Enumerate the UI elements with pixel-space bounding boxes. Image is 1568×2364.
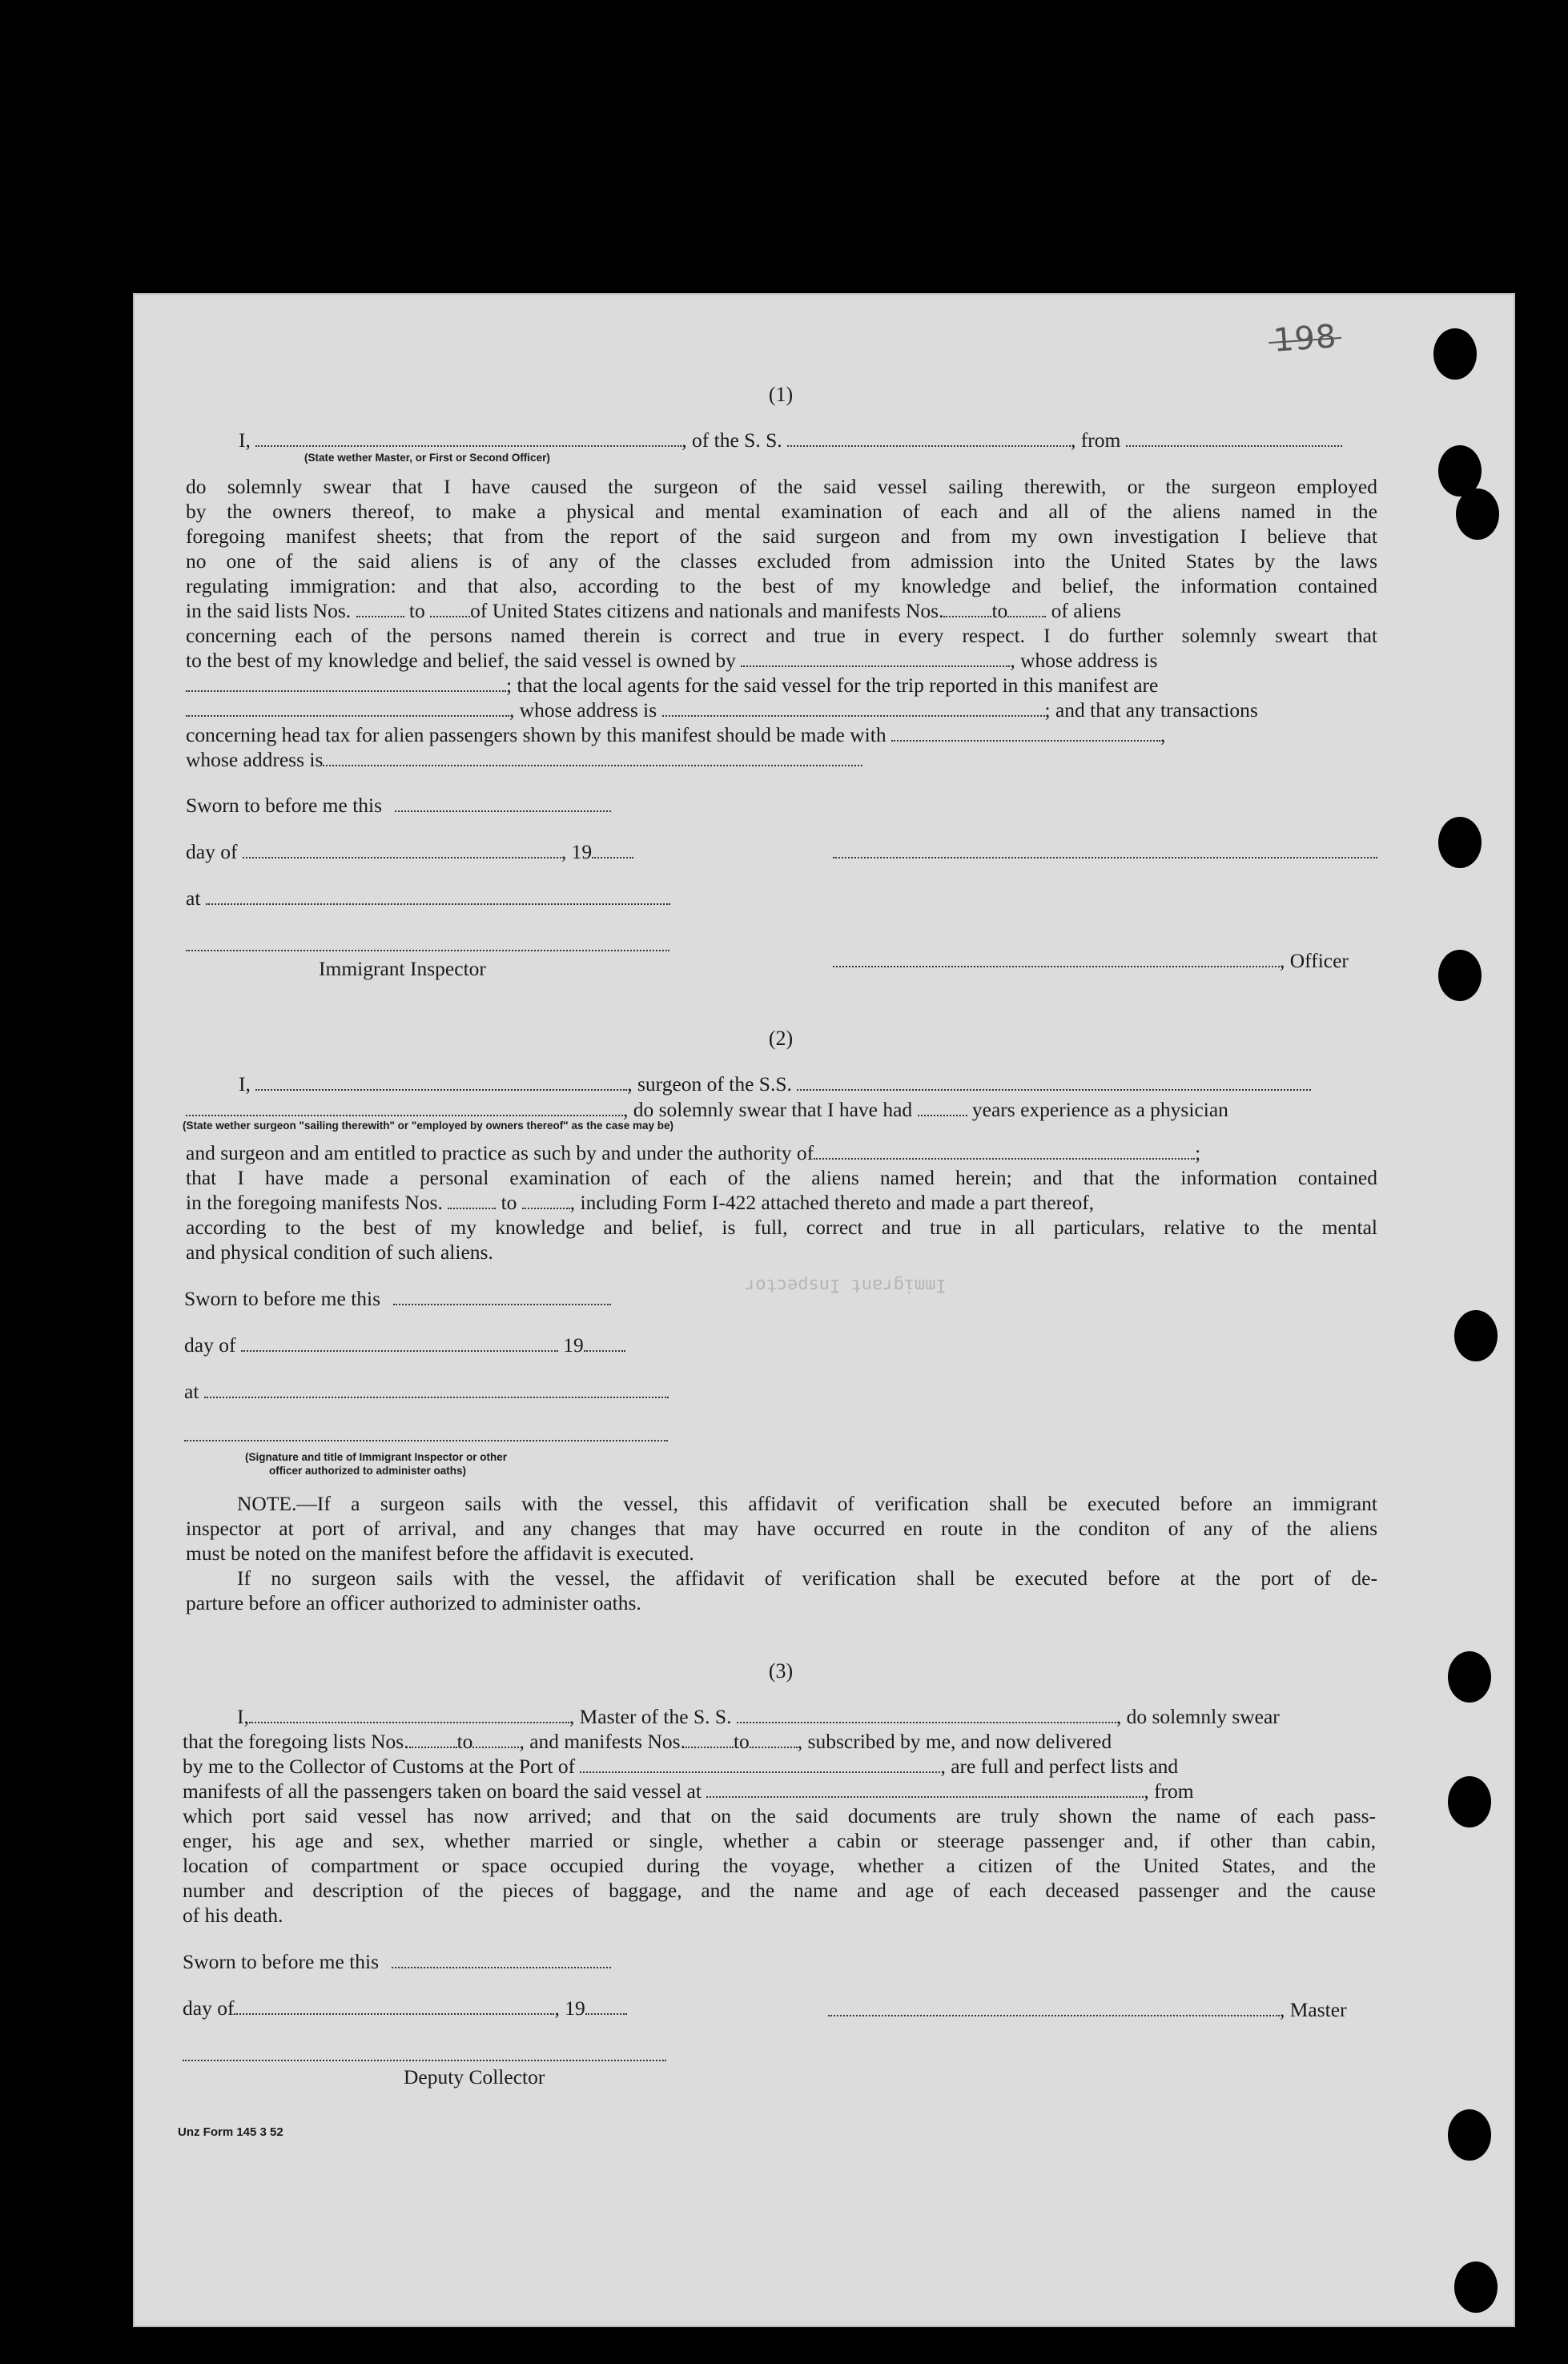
manifests-to-field-3[interactable] xyxy=(750,1731,798,1748)
text: to xyxy=(501,1191,517,1214)
text: , Master xyxy=(1280,1998,1347,2021)
s3-l2 xyxy=(183,1729,1112,1754)
lists-to-field[interactable] xyxy=(430,600,470,617)
s3-l5: which port said vessel has now arrived; and that on the said documents are truly shown the name of each pass- xyxy=(183,1804,1376,1827)
agents-address-field[interactable] xyxy=(662,699,1045,717)
s3-l3 xyxy=(183,1754,1178,1779)
owner-address-field[interactable] xyxy=(186,674,506,692)
s2-l2 xyxy=(186,1097,1228,1122)
s1-p2: by the owners thereof, to make a physical and mental examination of each and all of the aliens named in the xyxy=(186,500,1377,523)
text: of aliens xyxy=(1051,599,1121,622)
text: Sworn to before me this xyxy=(186,794,383,817)
s2-note1: NOTE.—If a surgeon sails with the vessel, this affidavit of verification shall be executed before an immigrant xyxy=(237,1492,1377,1515)
text: day of xyxy=(183,1996,235,2020)
text: to xyxy=(408,599,425,622)
section1-line1 xyxy=(239,428,1342,452)
s1-p7: concerning each of the persons named therein is correct and true in every respect. I do further solemnly sweart that xyxy=(186,624,1377,647)
text: years experience as a physician xyxy=(971,1098,1228,1121)
s1-p5: regulating immigration: and that also, according to the best of my knowledge and belief, the information contained xyxy=(186,574,1377,597)
text: , and manifests Nos. xyxy=(519,1730,685,1753)
signature-field-2[interactable] xyxy=(184,1424,668,1441)
text: , surgeon of the S.S. xyxy=(627,1072,792,1096)
text: to xyxy=(991,599,1008,622)
s2-at xyxy=(184,1379,669,1404)
s1-sworn xyxy=(186,793,611,818)
s1-p10 xyxy=(186,698,1258,722)
punch-hole xyxy=(1448,2109,1491,2161)
agents-field[interactable] xyxy=(186,699,509,717)
s3-l1 xyxy=(237,1704,1280,1729)
s3-l4 xyxy=(183,1779,1194,1803)
text: ; that the local agents for the said vessel for the trip reported in this manifest are xyxy=(506,673,1159,697)
s1-p1: do solemnly swear that I have caused the surgeon of the said vessel sailing therewith, or the surgeon employed xyxy=(186,475,1377,498)
section1-number: (1) xyxy=(768,383,794,406)
years-field[interactable] xyxy=(918,1099,967,1116)
s3-l7: location of compartment or space occupied during the voyage, whether a citizen of the United States, and the xyxy=(183,1854,1376,1877)
owner-field[interactable] xyxy=(741,649,1010,667)
text: I, xyxy=(239,428,251,452)
text: at xyxy=(184,1380,199,1403)
authority-field[interactable] xyxy=(814,1142,1195,1160)
punch-hole xyxy=(1454,1310,1498,1361)
text: to xyxy=(733,1730,750,1753)
officer-signature-field[interactable] xyxy=(833,841,1377,858)
text: ; xyxy=(1195,1141,1201,1164)
master-vessel-field[interactable] xyxy=(737,1706,1116,1723)
text: , 19 xyxy=(554,1996,585,2020)
s3-l9: of his death. xyxy=(183,1904,283,1927)
sig-note-1: (Signature and title of Immigrant Inspector or other xyxy=(245,1451,508,1463)
punch-hole xyxy=(1454,2261,1498,2313)
s2-l4: that I have made a personal examination of each of the aliens named herein; and that the information contained xyxy=(186,1166,1377,1189)
text: Sworn to before me this xyxy=(183,1950,380,1973)
vessel-field[interactable] xyxy=(787,429,1071,447)
s2-l1 xyxy=(239,1071,1311,1096)
port-field[interactable] xyxy=(580,1755,940,1773)
text: , of the S. S. xyxy=(681,428,782,452)
at-field[interactable] xyxy=(206,887,670,905)
boarded-at-field[interactable] xyxy=(706,1780,1144,1798)
text: , from xyxy=(1071,428,1121,452)
text: 19 xyxy=(563,1333,584,1357)
lists-to-field-3[interactable] xyxy=(472,1731,519,1748)
section2-number: (2) xyxy=(768,1027,794,1050)
s1-p8 xyxy=(186,648,1157,673)
s3-master xyxy=(828,1997,1347,2022)
surgeon-name-field[interactable] xyxy=(255,1073,627,1091)
text: , do solemnly swear that I have had xyxy=(623,1098,913,1121)
sworn-field-3[interactable] xyxy=(392,1951,611,1968)
s1-p4: no one of the said aliens is of any of the classes excluded from admission into the United States by the laws xyxy=(186,549,1377,573)
head-tax-address-field[interactable] xyxy=(323,749,862,766)
year-field[interactable] xyxy=(592,841,633,858)
year-field-2[interactable] xyxy=(584,1334,625,1352)
at-field-2[interactable] xyxy=(204,1381,669,1398)
text: concerning head tax for alien passengers shown by this manifest should be made with xyxy=(186,723,887,746)
text: day of xyxy=(186,840,238,863)
s2-note5: parture before an officer authorized to administer oaths. xyxy=(186,1591,641,1614)
text: I, xyxy=(239,1072,251,1096)
sworn-field-2[interactable] xyxy=(393,1288,611,1305)
punch-hole xyxy=(1456,488,1499,540)
sig-note-2: officer authorized to administer oaths) xyxy=(269,1465,467,1477)
text: , whose address is xyxy=(509,698,657,722)
text: ; and that any transactions xyxy=(1044,698,1258,722)
inspector-signature-field[interactable] xyxy=(186,934,669,951)
s1-p3: foregoing manifest sheets; that from the report of the said surgeon and from my own investigation I believe that xyxy=(186,525,1377,548)
s2-l3 xyxy=(186,1140,1200,1165)
s3-sworn xyxy=(183,1949,611,1974)
s3-l8: number and description of the pieces of baggage, and the name and age of each deceased passenger and the cause xyxy=(183,1879,1376,1902)
form-id: Unz Form 145 3 52 xyxy=(178,2125,283,2139)
text: of United States citizens and nationals and manifests Nos. xyxy=(470,599,944,622)
manifests-to-field[interactable] xyxy=(1007,600,1046,617)
text: to the best of my knowledge and belief, the said vessel is owned by xyxy=(186,649,736,672)
text: , Master of the S. S. xyxy=(569,1705,732,1728)
text: , xyxy=(1160,723,1166,746)
text: and surgeon and am entitled to practice as such by and under the authority of xyxy=(186,1141,814,1164)
s1-inspector-line xyxy=(186,932,669,957)
manifests-from-field[interactable] xyxy=(943,600,991,617)
s1-dayof xyxy=(186,839,633,864)
s2-l6: according to the best of my knowledge and belief, is full, correct and true in all particulars, relative to the mental xyxy=(186,1216,1377,1239)
manifests-from-field-3[interactable] xyxy=(685,1731,734,1748)
text: , do solemnly swear xyxy=(1116,1705,1280,1728)
punch-hole xyxy=(1438,950,1482,1001)
surgeon-note: (State wether surgeon "sailing therewith" or "employed by owners thereof" as the case may be) xyxy=(183,1120,674,1132)
immigrant-inspector-stamp: Immigrant Inspector xyxy=(745,1275,947,1295)
day-field-3[interactable] xyxy=(234,1997,554,2015)
s1-at xyxy=(186,886,670,911)
text: , are full and perfect lists and xyxy=(940,1755,1179,1778)
s1-inspector: Immigrant Inspector xyxy=(319,957,486,980)
text: , subscribed by me, and now delivered xyxy=(797,1730,1112,1753)
text: whose address is xyxy=(186,748,324,771)
s1-p9 xyxy=(186,673,1158,698)
text: , 19 xyxy=(561,840,593,863)
text: I, xyxy=(237,1705,249,1728)
s1-sig-line xyxy=(833,839,1377,864)
s3-l6: enger, his age and sex, whether married or single, whether a cabin or steerage passenger and, if other than cabin, xyxy=(183,1829,1376,1852)
officer-note: (State wether Master, or First or Second Officer) xyxy=(304,452,550,464)
s1-p12 xyxy=(186,747,862,772)
sworn-field[interactable] xyxy=(395,794,611,812)
s2-sig-line xyxy=(184,1422,668,1447)
text: to xyxy=(456,1730,473,1753)
text: Sworn to before me this xyxy=(184,1287,381,1310)
manifests-from-field-2[interactable] xyxy=(448,1192,496,1209)
text: , whose address is xyxy=(1010,649,1158,672)
s2-note4: If no surgeon sails with the vessel, the affidavit of verification shall be executed before at the port of de- xyxy=(237,1566,1377,1590)
s3-dayof xyxy=(183,1996,627,2020)
s2-dayof xyxy=(184,1333,625,1357)
text: at xyxy=(186,886,201,910)
day-field[interactable] xyxy=(243,841,561,858)
text: in the said lists Nos. xyxy=(186,599,352,622)
punch-hole xyxy=(1438,817,1482,868)
officer-field[interactable] xyxy=(255,429,681,447)
punch-hole xyxy=(1448,1651,1491,1703)
officer-field-2[interactable] xyxy=(833,950,1280,967)
s2-l7: and physical condition of such aliens. xyxy=(186,1240,493,1264)
s3-deputy-line xyxy=(183,2042,666,2067)
master-signature-field[interactable] xyxy=(828,1999,1280,2016)
lists-from-field-3[interactable] xyxy=(409,1731,457,1748)
year-field-3[interactable] xyxy=(585,1997,627,2015)
text: by me to the Collector of Customs at the Port of xyxy=(183,1755,576,1778)
head-tax-field[interactable] xyxy=(891,724,1160,742)
text: manifests of all the passengers taken on board the said vessel at xyxy=(183,1779,702,1803)
from-field[interactable] xyxy=(1126,429,1342,447)
lists-from-field[interactable] xyxy=(356,600,404,617)
text: , from xyxy=(1144,1779,1194,1803)
text: day of xyxy=(184,1333,236,1357)
page-number: 198 xyxy=(1272,318,1338,360)
text: , including Form I-422 attached thereto and made a part thereof, xyxy=(569,1191,1095,1214)
manifests-to-field-2[interactable] xyxy=(522,1192,570,1209)
s1-officer xyxy=(833,948,1349,973)
master-name-field[interactable] xyxy=(249,1706,569,1723)
deputy-signature-field[interactable] xyxy=(183,2044,666,2061)
surgeon-vessel-field[interactable] xyxy=(797,1073,1311,1091)
s2-l5 xyxy=(186,1190,1094,1215)
s2-note2: inspector at port of arrival, and any changes that may have occurred en route in the conditon of any of the aliens xyxy=(186,1517,1377,1540)
day-field-2[interactable] xyxy=(241,1334,558,1352)
punch-hole xyxy=(1433,328,1477,380)
section3-number: (3) xyxy=(768,1659,794,1683)
s1-p6 xyxy=(186,598,1121,623)
surgeon-type-field[interactable] xyxy=(186,1099,623,1116)
s3-deputy: Deputy Collector xyxy=(404,2065,545,2089)
s1-p11 xyxy=(186,722,1165,747)
text: in the foregoing manifests Nos. xyxy=(186,1191,443,1214)
text: that the foregoing lists Nos. xyxy=(183,1730,409,1753)
s2-sworn xyxy=(184,1286,611,1311)
punch-hole xyxy=(1448,1776,1491,1827)
text: , Officer xyxy=(1280,949,1349,972)
s2-note3: must be noted on the manifest before the affidavit is executed. xyxy=(186,1542,694,1565)
